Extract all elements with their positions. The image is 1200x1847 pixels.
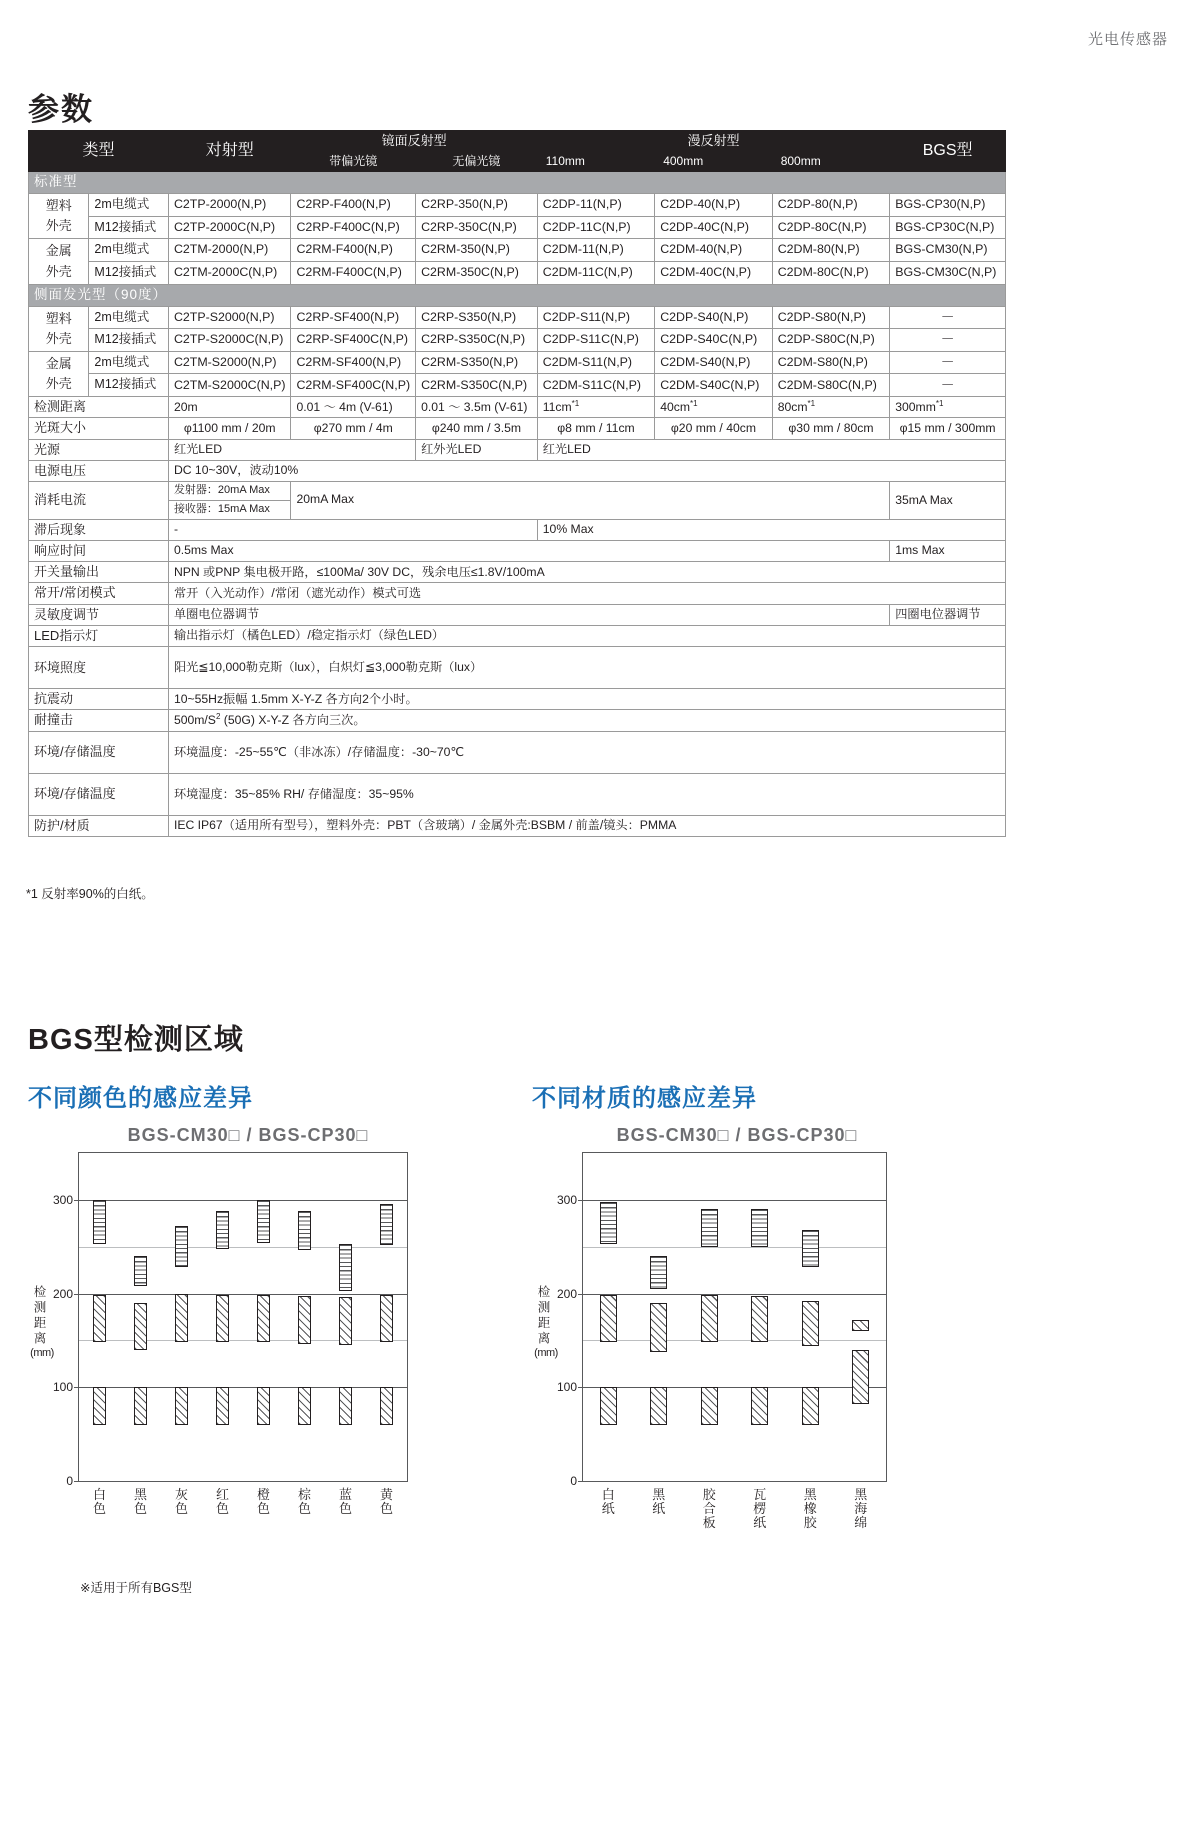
y-tick-mark <box>578 1294 583 1295</box>
spec-row-light-source <box>29 439 1006 460</box>
spec-value-mid: 20mA Max <box>291 482 890 520</box>
model-cell: C2DM-40C(N,P) <box>655 262 773 285</box>
spec-label: 防护/材质 <box>29 815 169 836</box>
range-bar <box>339 1387 353 1424</box>
th-diffuse-800: 800mm <box>772 152 890 172</box>
spec-value: 0.01 ～ 4m (V-61) <box>291 397 416 418</box>
spec-label: 消耗电流 <box>29 482 169 520</box>
gridline <box>79 1294 407 1295</box>
y-tick-mark <box>74 1387 79 1388</box>
range-bar <box>257 1200 271 1243</box>
range-bar <box>134 1303 148 1350</box>
spec-value: $11cm^{*1}$ <box>537 397 654 418</box>
range-bar <box>802 1301 819 1346</box>
spec-value: IEC IP67（适用所有型号），塑料外壳：PBT（含玻璃）/ 金属外壳:BSBM / 前盖/镜头：PMMA <box>168 815 1005 836</box>
row-label-conn: 2m电缆式 <box>89 351 169 374</box>
spec-value: $300mm^{*1}$ <box>890 397 1006 418</box>
y-axis-tick: 100 <box>52 1380 73 1395</box>
group-label-side: 侧面发光型（90度） <box>29 284 1006 306</box>
chart-subtitle-materials: 不同材质的感应差异 <box>532 1085 757 1112</box>
model-cell: C2DP-80C(N,P) <box>772 216 890 239</box>
model-cell: C2DM-40(N,P) <box>655 239 773 262</box>
table-row <box>29 216 1006 239</box>
spec-row-current <box>29 482 1006 501</box>
range-bar <box>701 1295 718 1343</box>
range-bar <box>701 1209 718 1246</box>
model-cell: C2RM-SF400(N,P) <box>291 351 416 374</box>
range-bar <box>852 1320 869 1331</box>
model-cell: C2DP-11(N,P) <box>537 194 654 217</box>
spec-value: NPN 或PNP 集电极开路，≤100Ma/ 30V DC，残余电压≤1.8V/100mA <box>168 562 1005 583</box>
model-cell: C2RM-S350C(N,P) <box>416 374 538 397</box>
table-header-row-1 <box>29 131 1006 152</box>
y-tick-mark <box>578 1481 583 1482</box>
spec-label: 光斑大小 <box>29 418 169 439</box>
model-cell: C2RM-S350(N,P) <box>416 351 538 374</box>
range-bar <box>93 1387 107 1424</box>
model-cell-empty: － <box>890 351 1006 374</box>
range-bar <box>600 1202 617 1244</box>
range-bar <box>751 1296 768 1342</box>
chart-colors <box>52 1125 418 1517</box>
x-axis-label: 棕 色 <box>297 1487 311 1517</box>
chart-title: BGS-CM30□ / BGS-CP30□ <box>616 1125 858 1145</box>
model-cell: C2TM-2000(N,P) <box>168 239 291 262</box>
table-footnote: *1 反射率90%的白纸。 <box>26 887 154 901</box>
x-axis-label: 红 色 <box>215 1487 229 1517</box>
y-axis-label-materials: 检测距离 (mm) <box>534 1285 558 1359</box>
model-cell: C2RP-F400(N,P) <box>291 194 416 217</box>
spec-row-humidity <box>29 773 1006 815</box>
range-bar <box>339 1244 353 1291</box>
spec-row-supply-voltage <box>29 460 1006 481</box>
table-row <box>29 329 1006 352</box>
group-row-side <box>29 284 1006 306</box>
spec-value: 0.5ms Max <box>168 540 889 561</box>
spec-value: 环境温度：-25~55℃（非冰冻）/存储温度：-30~70℃ <box>168 731 1005 773</box>
x-axis-label: 黑 橡 胶 <box>803 1487 817 1531</box>
spec-value: $80cm^{*1}$ <box>772 397 890 418</box>
gridline <box>79 1387 407 1388</box>
spec-label: 环境/存储温度 <box>29 773 169 815</box>
spec-row-protection <box>29 815 1006 836</box>
page-category-header: 光电传感器 <box>1087 31 1168 48</box>
spec-row-no-nc <box>29 583 1006 604</box>
spec-value: 单圈电位器调节 <box>168 604 889 625</box>
group-label-standard: 标准型 <box>29 172 1006 194</box>
chart-note: ※适用于所有BGS型 <box>80 1581 192 1595</box>
plot-area-materials <box>556 1152 887 1531</box>
range-bar <box>216 1295 230 1342</box>
spec-label: 灵敏度调节 <box>29 604 169 625</box>
spec-value: 10% Max <box>537 519 1005 540</box>
model-cell-empty: － <box>890 329 1006 352</box>
gridline <box>79 1340 407 1341</box>
spec-value: $500m/S^2$ (50G) X-Y-Z 各方向三次。 <box>168 710 1005 731</box>
spec-value: 常开（入光动作）/常闭（遮光动作）模式可选 <box>168 583 1005 604</box>
model-cell: BGS-CP30C(N,P) <box>890 216 1006 239</box>
model-cell: C2TP-2000C(N,P) <box>168 216 291 239</box>
model-cell: C2DP-S80C(N,P) <box>772 329 890 352</box>
th-diffuse: 漫反射型 <box>537 131 889 152</box>
model-cell: C2DP-40C(N,P) <box>655 216 773 239</box>
spec-value: φ20 mm / 40cm <box>655 418 773 439</box>
model-cell: C2RP-SF400(N,P) <box>291 306 416 329</box>
range-bar <box>852 1350 869 1404</box>
th-retro-nopol: 无偏光镜 <box>416 152 538 172</box>
spec-value: 0.01 ～ 3.5m (V-61) <box>416 397 538 418</box>
model-cell: C2DP-S40(N,P) <box>655 306 773 329</box>
model-cell: C2RP-F400C(N,P) <box>291 216 416 239</box>
spec-label: LED指示灯 <box>29 625 169 646</box>
gridline <box>583 1200 886 1201</box>
range-bar <box>380 1295 394 1343</box>
spec-value-emitter: 发射器：20mA Max <box>168 482 291 501</box>
model-cell: C2TP-S2000C(N,P) <box>168 329 291 352</box>
spec-label: 开关量输出 <box>29 562 169 583</box>
model-cell: C2DM-S11C(N,P) <box>537 374 654 397</box>
model-cell: C2DM-80C(N,P) <box>772 262 890 285</box>
row-label-plastic: 塑料 外壳 <box>29 306 89 351</box>
spec-label: 耐撞击 <box>29 710 169 731</box>
range-bar <box>298 1296 312 1344</box>
spec-label: 环境照度 <box>29 647 169 689</box>
th-retro: 镜面反射型 <box>291 131 537 152</box>
row-label-metal: 金属 外壳 <box>29 351 89 396</box>
row-label-conn: M12接插式 <box>89 216 169 239</box>
spec-value: φ30 mm / 80cm <box>772 418 890 439</box>
row-label-conn: M12接插式 <box>89 329 169 352</box>
spec-value: 阳光≦10,000勒克斯（lux），白炽灯≦3,000勒克斯（lux） <box>168 647 1005 689</box>
model-cell: C2RP-350C(N,P) <box>416 216 538 239</box>
model-cell: C2TP-2000(N,P) <box>168 194 291 217</box>
model-cell: BGS-CM30(N,P) <box>890 239 1006 262</box>
y-axis-tick: 0 <box>570 1474 577 1488</box>
y-tick-mark <box>578 1200 583 1201</box>
y-axis-tick: 200 <box>52 1286 73 1301</box>
th-diffuse-400: 400mm <box>655 152 773 172</box>
range-bar <box>134 1256 148 1286</box>
spec-row-hysteresis <box>29 519 1006 540</box>
range-bar <box>93 1295 107 1343</box>
spec-row-spot-size <box>29 418 1006 439</box>
x-axis-label: 橙 色 <box>256 1487 270 1517</box>
model-cell: C2DP-S11C(N,P) <box>537 329 654 352</box>
gridline <box>79 1200 407 1201</box>
x-axis-label: 黑 纸 <box>652 1487 666 1517</box>
row-label-conn: 2m电缆式 <box>89 194 169 217</box>
y-axis-tick: 300 <box>52 1192 73 1207</box>
spec-label: 抗震动 <box>29 689 169 710</box>
spec-value: φ8 mm / 11cm <box>537 418 654 439</box>
y-axis-tick: 200 <box>556 1286 577 1301</box>
spec-value: φ240 mm / 3.5m <box>416 418 538 439</box>
x-axis-label: 蓝 色 <box>338 1487 352 1517</box>
model-cell: C2RP-S350(N,P) <box>416 306 538 329</box>
th-through-beam: 对射型 <box>168 131 291 172</box>
range-bar <box>600 1295 617 1343</box>
range-bar <box>751 1387 768 1424</box>
table-row <box>29 374 1006 397</box>
model-cell: C2RP-350(N,P) <box>416 194 538 217</box>
y-axis-tick: 300 <box>556 1192 577 1207</box>
spec-value: 环境湿度：35~85% RH/ 存储湿度：35~95% <box>168 773 1005 815</box>
model-cell: C2RM-350(N,P) <box>416 239 538 262</box>
spec-row-led <box>29 625 1006 646</box>
x-axis-label: 黄 色 <box>379 1487 393 1517</box>
page-title-bgs: BGS型检测区域 <box>28 1024 244 1056</box>
model-cell: C2DM-S80(N,P) <box>772 351 890 374</box>
model-cell: C2DM-S11(N,P) <box>537 351 654 374</box>
model-cell: C2RM-350C(N,P) <box>416 262 538 285</box>
spec-value: φ270 mm / 4m <box>291 418 416 439</box>
model-cell: C2DM-S40(N,P) <box>655 351 773 374</box>
spec-value: - <box>168 519 537 540</box>
range-bar <box>701 1387 718 1424</box>
spec-value: φ15 mm / 300mm <box>890 418 1006 439</box>
model-cell: C2DP-11C(N,P) <box>537 216 654 239</box>
model-cell: C2TM-S2000C(N,P) <box>168 374 291 397</box>
gridline <box>583 1247 886 1248</box>
page-title-params: 参数 <box>28 92 94 127</box>
row-label-conn: M12接插式 <box>89 262 169 285</box>
chart-title: BGS-CM30□ / BGS-CP30□ <box>127 1125 369 1145</box>
th-bgs: BGS型 <box>890 131 1006 172</box>
x-axis-label: 灰 色 <box>174 1487 188 1517</box>
model-cell: C2TM-S2000(N,P) <box>168 351 291 374</box>
spec-row-output <box>29 562 1006 583</box>
model-cell: C2TP-S2000(N,P) <box>168 306 291 329</box>
range-bar <box>175 1294 189 1343</box>
range-bar <box>257 1295 271 1342</box>
spec-label: 检测距离 <box>29 397 169 418</box>
spec-value: 四圈电位器调节 <box>890 604 1006 625</box>
spec-label: 环境/存储温度 <box>29 731 169 773</box>
chart-subtitle-colors: 不同颜色的感应差异 <box>28 1085 253 1112</box>
gridline <box>79 1247 407 1248</box>
spec-row-vibration <box>29 689 1006 710</box>
table-row <box>29 239 1006 262</box>
model-cell: C2DM-11(N,P) <box>537 239 654 262</box>
y-tick-mark <box>74 1294 79 1295</box>
spec-label: 响应时间 <box>29 540 169 561</box>
range-bar <box>600 1387 617 1424</box>
spec-value: DC 10~30V，波动10% <box>168 460 1005 481</box>
range-bar <box>93 1200 107 1244</box>
y-tick-mark <box>578 1387 583 1388</box>
x-axis-label: 胶 合 板 <box>702 1487 716 1531</box>
model-cell: C2DP-S80(N,P) <box>772 306 890 329</box>
range-bar <box>650 1303 667 1352</box>
gridline <box>583 1387 886 1388</box>
spec-value: 红光LED <box>537 439 1005 460</box>
range-bar <box>650 1256 667 1289</box>
y-axis-tick: 0 <box>66 1474 73 1488</box>
specification-table <box>28 130 1006 837</box>
model-cell-empty: － <box>890 374 1006 397</box>
model-cell: C2RP-SF400C(N,P) <box>291 329 416 352</box>
range-bar <box>380 1204 394 1245</box>
model-cell: C2DM-S80C(N,P) <box>772 374 890 397</box>
x-axis-label: 黑 海 绵 <box>854 1487 868 1531</box>
spec-value: 输出指示灯（橘色LED）/稳定指示灯（绿色LED） <box>168 625 1005 646</box>
spec-label: 滞后现象 <box>29 519 169 540</box>
table-row <box>29 262 1006 285</box>
spec-value: 红光LED <box>168 439 415 460</box>
model-cell: C2DM-11C(N,P) <box>537 262 654 285</box>
model-cell: C2DP-S11(N,P) <box>537 306 654 329</box>
model-cell: C2RM-F400(N,P) <box>291 239 416 262</box>
model-cell: C2DM-80(N,P) <box>772 239 890 262</box>
x-axis-label: 白 色 <box>92 1487 106 1517</box>
spec-label: 电源电压 <box>29 460 169 481</box>
range-bar <box>650 1387 667 1424</box>
range-bar <box>216 1211 230 1248</box>
spec-label: 光源 <box>29 439 169 460</box>
model-cell: C2RP-S350C(N,P) <box>416 329 538 352</box>
spec-value-receiver: 接收器：15mA Max <box>168 500 291 519</box>
model-cell: C2RM-F400C(N,P) <box>291 262 416 285</box>
model-cell: C2TM-2000C(N,P) <box>168 262 291 285</box>
range-bar <box>134 1387 148 1424</box>
spec-value: 1ms Max <box>890 540 1006 561</box>
range-bar <box>802 1387 819 1424</box>
chart-materials <box>556 1125 892 1531</box>
spec-row-response <box>29 540 1006 561</box>
x-axis-label: 瓦 楞 纸 <box>753 1487 767 1531</box>
x-axis-label: 黑 色 <box>133 1487 147 1517</box>
range-bar <box>751 1209 768 1246</box>
y-tick-mark <box>74 1200 79 1201</box>
spec-value: $40cm^{*1}$ <box>655 397 773 418</box>
table-row <box>29 194 1006 217</box>
model-cell: BGS-CM30C(N,P) <box>890 262 1006 285</box>
model-cell: C2DM-S40C(N,P) <box>655 374 773 397</box>
range-bar <box>298 1211 312 1249</box>
spec-row-detect-distance <box>29 397 1006 418</box>
row-label-metal: 金属 外壳 <box>29 239 89 284</box>
table-row <box>29 351 1006 374</box>
spec-value-bgs: 35mA Max <box>890 482 1006 520</box>
gridline <box>583 1294 886 1295</box>
range-bar <box>216 1387 230 1424</box>
spec-value: φ1100 mm / 20m <box>168 418 291 439</box>
row-label-conn: 2m电缆式 <box>89 306 169 329</box>
y-tick-mark <box>74 1481 79 1482</box>
spec-row-ambient-light <box>29 647 1006 689</box>
spec-value: 10~55Hz振幅 1.5mm X-Y-Z 各方向2个小时。 <box>168 689 1005 710</box>
model-cell: C2RM-SF400C(N,P) <box>291 374 416 397</box>
model-cell: BGS-CP30(N,P) <box>890 194 1006 217</box>
spec-value: 红外光LED <box>416 439 538 460</box>
range-bar <box>175 1226 189 1267</box>
range-bar <box>802 1230 819 1267</box>
table-row <box>29 306 1006 329</box>
spec-row-temperature <box>29 731 1006 773</box>
th-type: 类型 <box>29 131 169 172</box>
model-cell: C2DP-80(N,P) <box>772 194 890 217</box>
spec-value: 20m <box>168 397 291 418</box>
spec-row-shock <box>29 710 1006 731</box>
y-axis-label-colors: 检测距离 (mm) <box>30 1285 54 1359</box>
range-bar <box>298 1387 312 1424</box>
y-axis-tick: 100 <box>556 1380 577 1395</box>
group-row-standard <box>29 172 1006 194</box>
th-diffuse-110: 110mm <box>537 152 654 172</box>
x-axis-label: 白 纸 <box>601 1487 615 1517</box>
row-label-conn: M12接插式 <box>89 374 169 397</box>
spec-row-sensitivity <box>29 604 1006 625</box>
row-label-plastic: 塑料 外壳 <box>29 194 89 239</box>
spec-label: 常开/常闭模式 <box>29 583 169 604</box>
range-bar <box>175 1387 189 1424</box>
range-bar <box>257 1387 271 1424</box>
range-bar <box>380 1387 394 1424</box>
plot-area-colors <box>52 1152 408 1517</box>
gridline <box>583 1340 886 1341</box>
model-cell: C2DP-40(N,P) <box>655 194 773 217</box>
model-cell-empty: － <box>890 306 1006 329</box>
row-label-conn: 2m电缆式 <box>89 239 169 262</box>
th-retro-pol: 带偏光镜 <box>291 152 416 172</box>
model-cell: C2DP-S40C(N,P) <box>655 329 773 352</box>
range-bar <box>339 1297 353 1345</box>
